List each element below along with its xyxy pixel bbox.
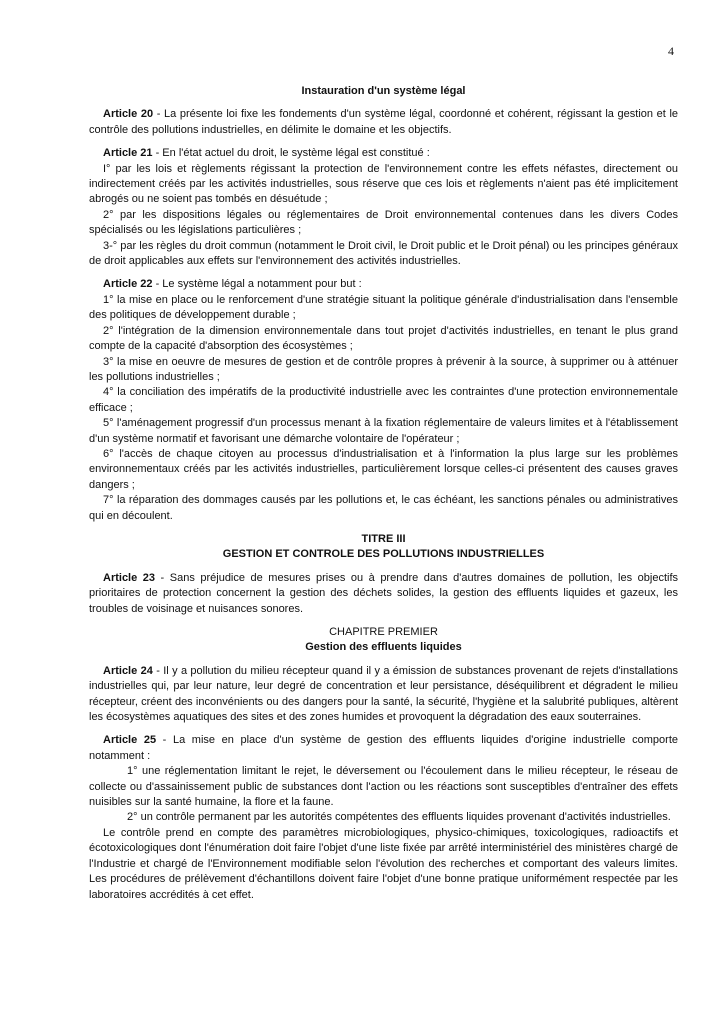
article-20 — [89, 107, 678, 138]
article-25-label: Article 25 — [103, 734, 157, 747]
article-22-item: 3° la mise en oeuvre de mesures de gestion et de contrôle propres à prévenir à la source, à supprimer ou à atténuer les pollutions industrielles ; — [89, 355, 678, 383]
article-25-item: 2° un contrôle permanent par les autorités compétentes des effluents liquides provenant d'activités industrielles. — [127, 811, 671, 824]
article-25-item: 1° une réglementation limitant le rejet, le déversement ou l'écoulement dans le milieu récepteur, le réseau de collecte ou d'assainissement public de substances dont l'action ou les réactions sont susceptibles d'entraîner des effets nuisibles sur la santé humaine, la flore et la faune. — [89, 765, 678, 809]
article-25-closing: Le contrôle prend en compte des paramètres microbiologiques, physico-chimiques, toxicologiques, radioactifs et écotoxicologiques dont l'énumération doit faire l'objet d'une liste fixée par arrêté interministériel des ministères chargé de l'Industrie et chargé de l'Environnement modifiable selon l'évolution des recherches et comportant des valeurs limites. Les procédures de prélèvement d'échantillons doivent faire l'objet d'une bonne pratique uniformément respectée par les laboratoires accrédités à cet effet. — [89, 826, 678, 901]
section-title: Instauration d'un système légal — [301, 85, 466, 97]
article-21-item: I° par les lois et règlements régissant la protection de l'environnement contre les effets néfastes, directement ou indirectement créés par les activités industrielles, sous réserve que ces lois et règlements n'aient pas été implicitement abrogés ou ne soient pas tombés en désuétude ; — [89, 162, 678, 206]
titre-heading: GESTION ET CONTROLE DES POLLUTIONS INDUSTRIELLES — [222, 548, 545, 561]
article-22-item: 5° l'aménagement progressif d'un processus menant à la fixation réglementaire de valeurs limites et à l'établissement d'un système normatif et favorisant une démarche volontaire de l'opérateur ; — [89, 417, 678, 445]
article-22-intro: - Le système légal a notamment pour but : — [152, 278, 362, 291]
chapter-heading: Gestion des effluents liquides — [305, 641, 462, 654]
titre-number: TITRE III — [361, 532, 406, 545]
article-21-item: 3-° par les règles du droit commun (notamment le Droit civil, le Droit public et le Droit pénal) ou les principes généraux de droit applicables aux effets sur l'environnement des activités industrielles. — [89, 239, 678, 268]
article-22 — [89, 277, 678, 292]
article-21-item: 2° par les dispositions légales ou réglementaires de Droit environnemental contenues dans les divers Codes spécialisés ou les législations particulières ; — [89, 208, 678, 237]
page-number: 4 — [668, 44, 674, 58]
article-21 — [89, 146, 678, 161]
article-22-item: 4° la conciliation des impératifs de la productivité industrielle avec les contraintes d'une protection environnementale efficace ; — [89, 386, 678, 414]
article-24-label: Article 24 — [103, 664, 153, 677]
article-22-item: 1° la mise en place ou le renforcement d'une stratégie situant la politique générale d'industrialisation dans l'ensemble des politiques de développement durable ; — [89, 293, 678, 322]
article-24 — [89, 664, 678, 726]
article-21-label: Article 21 — [103, 147, 153, 160]
article-21-intro: - En l'état actuel du droit, le système légal est constitué : — [152, 147, 430, 160]
article-20-text: - La présente loi fixe les fondements d'un système légal, coordonné et cohérent, régissant la gestion et le contrôle des pollutions industrielles, en délimite le domaine et les objectifs. — [89, 108, 678, 136]
article-25-intro: - La mise en place d'un système de gestion des effluents liquides d'origine industrielle comporte notamment : — [89, 734, 678, 762]
article-23-label: Article 23 — [103, 571, 156, 584]
article-22-item: 7° la réparation des dommages causés par les pollutions et, le cas échéant, les sanctions pénales ou administratives qui en découlent. — [89, 494, 678, 522]
chapter-number: CHAPITRE PREMIER — [329, 626, 438, 638]
article-23-text: - Sans préjudice de mesures prises ou à prendre dans d'autres domaines de pollution, les objectifs prioritaires de protection concernent la gestion des déchets solides, la gestion des effluents liquides et gazeux, les troubles de voisinage et nuisances sonores. — [89, 571, 678, 615]
article-20-label: Article 20 — [103, 108, 154, 121]
document-body — [89, 84, 678, 903]
article-22-item: 2° l'intégration de la dimension environnementale dans tout projet d'activités industrielles, en tenant le plus grand compte de la capacité d'absorption des écosystèmes ; — [89, 324, 678, 353]
article-24-text: - Il y a pollution du milieu récepteur quand il y a émission de substances provenant de rejets d'installations industrielles qui, par leur nature, leur degré de concentration et leur persistance, déséquilibrent et dégradent le milieu récepteur, créent des inconvénients ou des dangers pour la santé, la sécurité, l'hygiène et la salubrité publiques, altèrent les écosystèmes aquatiques des sites et des zones humides et provoquent la dégradation des eaux souterraines. — [89, 664, 679, 724]
article-22-label: Article 22 — [103, 278, 153, 291]
article-25 — [89, 733, 678, 764]
article-23 — [89, 571, 678, 617]
article-22-item: 6° l'accès de chaque citoyen au processus d'industrialisation et à l'information la plus large sur les problèmes environnementaux créés par les activités industrielles, particulièrement lorsque celles-ci présentent des causes graves dangers ; — [89, 447, 678, 491]
